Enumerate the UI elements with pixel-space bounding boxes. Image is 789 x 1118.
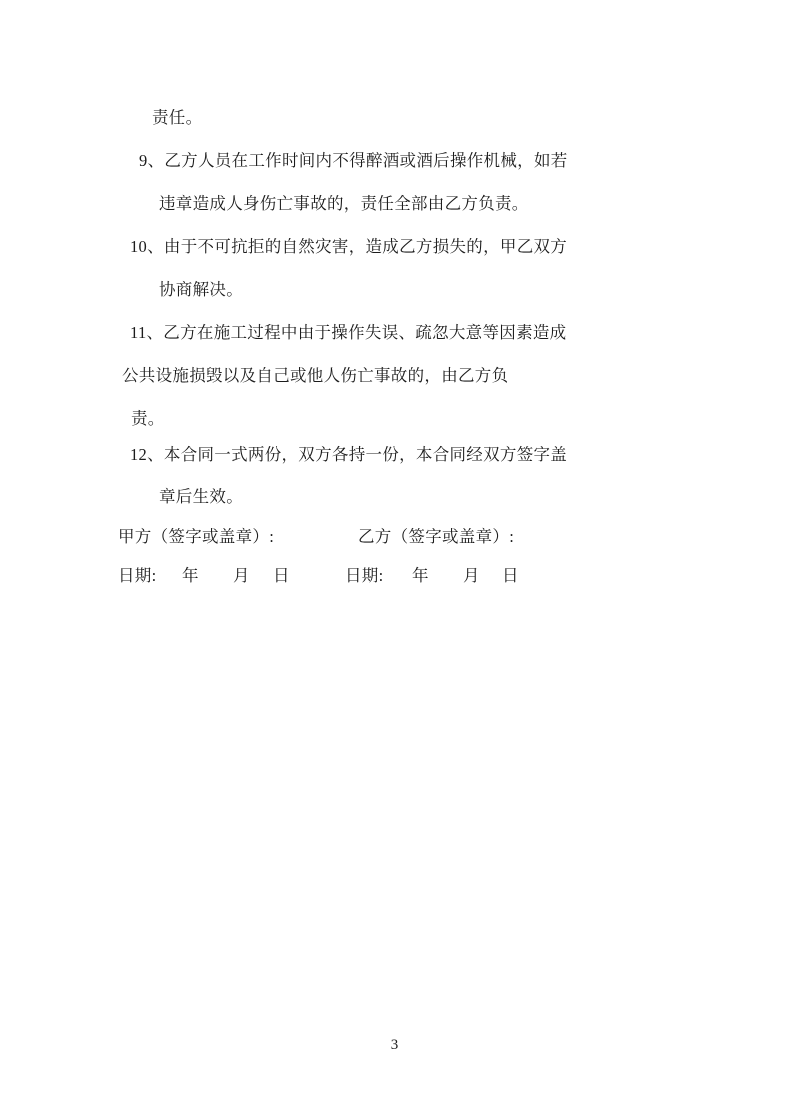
clause-12-line-2: 章后生效。 [159,487,243,506]
clause-11-line-2: 公共设施损毁以及自己或他人伤亡事故的，由乙方负 [122,366,509,385]
party-b-day-label: 日 [502,566,519,585]
party-a-month-label: 月 [233,566,250,585]
party-a-year-label: 年 [182,566,199,585]
clause-11-line-1: 11、乙方在施工过程中由于操作失误、疏忽大意等因素造成 [130,323,567,342]
party-b-date-label: 日期: [345,566,384,585]
clause-10-line-2: 协商解决。 [159,280,243,299]
party-b-signature-label: 乙方（签字或盖章）: [358,527,515,546]
party-a-signature-label: 甲方（签字或盖章）: [118,527,275,546]
party-b-year-label: 年 [412,566,429,585]
page-number: 3 [390,1037,399,1053]
party-a-day-label: 日 [273,566,290,585]
clause-9-line-1: 9、乙方人员在工作时间内不得醉酒或酒后操作机械，如若 [139,151,568,170]
clause-11-line-3: 责。 [131,409,165,428]
party-b-month-label: 月 [463,566,480,585]
clause-12-line-1: 12、本合同一式两份，双方各持一份，本合同经双方签字盖 [130,445,568,464]
clause-8-continuation-line: 责任。 [152,108,203,127]
clause-9-line-2: 违章造成人身伤亡事故的，责任全部由乙方负责。 [159,194,529,213]
party-a-date-label: 日期: [118,566,157,585]
clause-10-line-1: 10、由于不可抗拒的自然灾害，造成乙方损失的，甲乙双方 [130,237,568,256]
